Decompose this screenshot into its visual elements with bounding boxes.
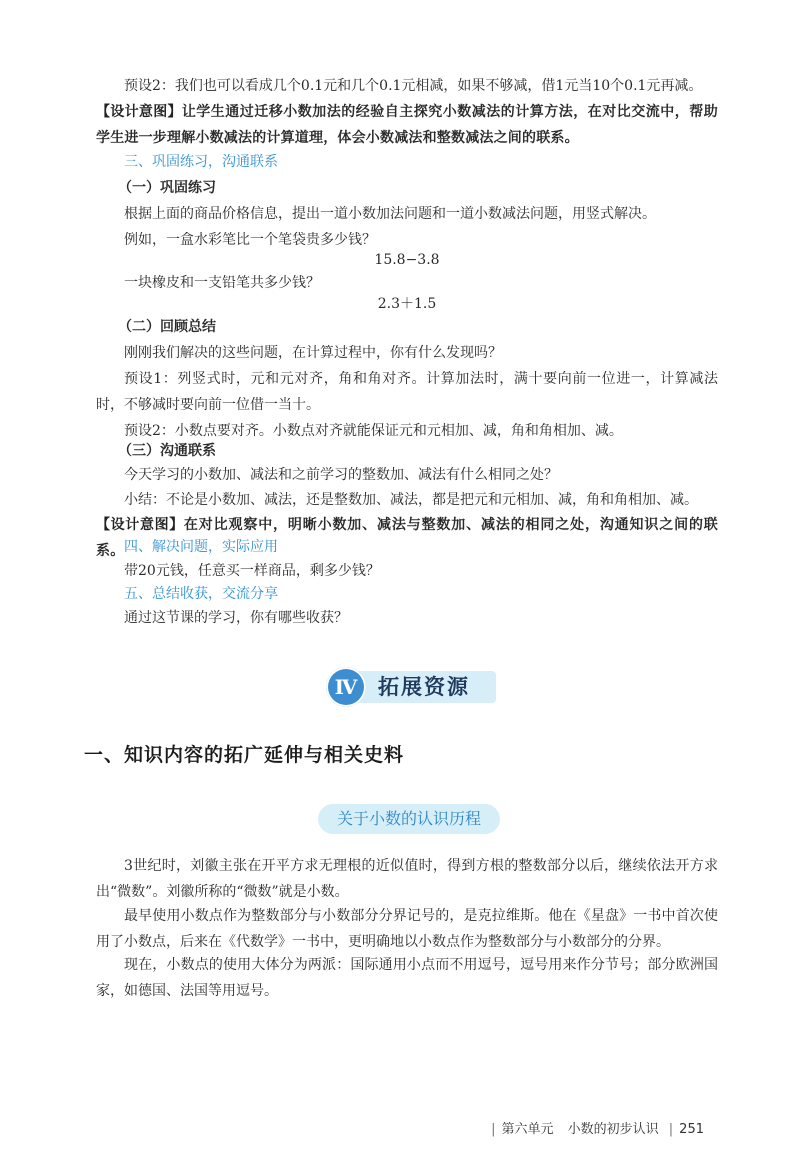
roman-numeral-badge: Ⅳ — [326, 667, 366, 707]
page-footer — [485, 1118, 704, 1137]
preset-2-paragraph: 预设2：我们也可以看成几个0.1元和几个0.1元相减，如果不够减，借1元当10个0.1元再减。 — [124, 78, 703, 94]
example-paragraph-2: 一块橡皮和一支铅笔共多少钱？ — [124, 275, 320, 291]
design-intent-text: 让学生通过迁移小数加法的经验自主探究小数减法的计算方法，在对比交流中，帮助学生进一步理解小数减法的计算道理，体会小数减法和整数减法之间的联系。 — [96, 104, 719, 146]
page-number: 251 — [679, 1122, 704, 1137]
extension-section-title: 一、知识内容的拓广延伸与相关史料 — [84, 744, 405, 766]
subsection-review-heading: （二）回顾总结 — [118, 319, 216, 335]
design-intent-tag: 【设计意图】 — [96, 104, 182, 120]
history-paragraph-1: 3世纪时，刘徽主张在开平方求无理根的近似值时，得到方根的整数部分以后，继续依法开方求出“微数”。刘徽所称的“微数”就是小数。 — [96, 858, 718, 900]
section-4-heading: 四、解决问题，实际应用 — [124, 539, 278, 555]
formula-subtraction: 15.8−3.8 — [374, 252, 440, 268]
topic-pill-heading: 关于小数的认识历程 — [318, 804, 500, 834]
footer-topic: 小数的初步认识 — [567, 1122, 659, 1137]
section-5-heading: 五、总结收获，交流分享 — [124, 586, 278, 602]
section-5-paragraph: 通过这节课的学习，你有哪些收获？ — [124, 610, 348, 626]
connection-paragraph: 今天学习的小数加、减法和之前学习的整数加、减法有什么相同之处？ — [124, 467, 558, 483]
history-paragraph-2: 最早使用小数点作为整数部分与小数部分分界记号的，是克拉维斯。他在《星盘》一书中首次使用了小数点，后来在《代数学》一书中，更明确地以小数点作为整数部分与小数部分的分界。 — [96, 908, 718, 950]
section-4-paragraph: 带20元钱，任意买一样商品，剩多少钱？ — [124, 563, 380, 579]
design-intent-tag: 【设计意图】 — [96, 517, 184, 533]
footer-separator: | — [491, 1122, 496, 1137]
formula-addition: 2.3＋1.5 — [377, 296, 437, 312]
banner-title: 拓展资源 — [378, 675, 470, 699]
review-paragraph: 刚刚我们解决的这些问题，在计算过程中，你有什么发现吗？ — [124, 345, 502, 361]
extension-resources-banner — [326, 667, 498, 707]
section-3-heading: 三、巩固练习，沟通联系 — [124, 154, 278, 170]
footer-unit: 第六单元 — [501, 1122, 554, 1137]
history-paragraph-3: 现在，小数点的使用大体分为两派：国际通用小点而不用逗号，逗号用来作分节号；部分欧洲国家，如德国、法国等用逗号。 — [96, 957, 718, 999]
footer-separator: | — [668, 1122, 674, 1137]
summary-paragraph: 小结：不论是小数加、减法，还是整数加、减法，都是把元和元相加、减，角和角相加、减。 — [124, 492, 698, 508]
design-intent-paragraph-1 — [96, 99, 718, 151]
design-intent-text: 在对比观察中，明晰小数加、减法与整数加、减法的相同之处，沟通知识之间的联系。 — [96, 517, 718, 559]
practice-paragraph: 根据上面的商品价格信息，提出一道小数加法问题和一道小数减法问题，用竖式解决。 — [124, 206, 656, 222]
preset-2-review-paragraph: 预设2：小数点要对齐。小数点对齐就能保证元和元相加、减，角和角相加、减。 — [124, 423, 623, 439]
example-paragraph: 例如，一盒水彩笔比一个笔袋贵多少钱？ — [124, 232, 376, 248]
subsection-connection-heading: （三）沟通联系 — [118, 443, 216, 459]
subsection-practice-heading: （一）巩固练习 — [118, 180, 216, 196]
preset-1-paragraph: 预设1：列竖式时，元和元对齐，角和角对齐。计算加法时，满十要向前一位进一，计算减法时，不够减时要向前一位借一当十。 — [96, 371, 718, 413]
